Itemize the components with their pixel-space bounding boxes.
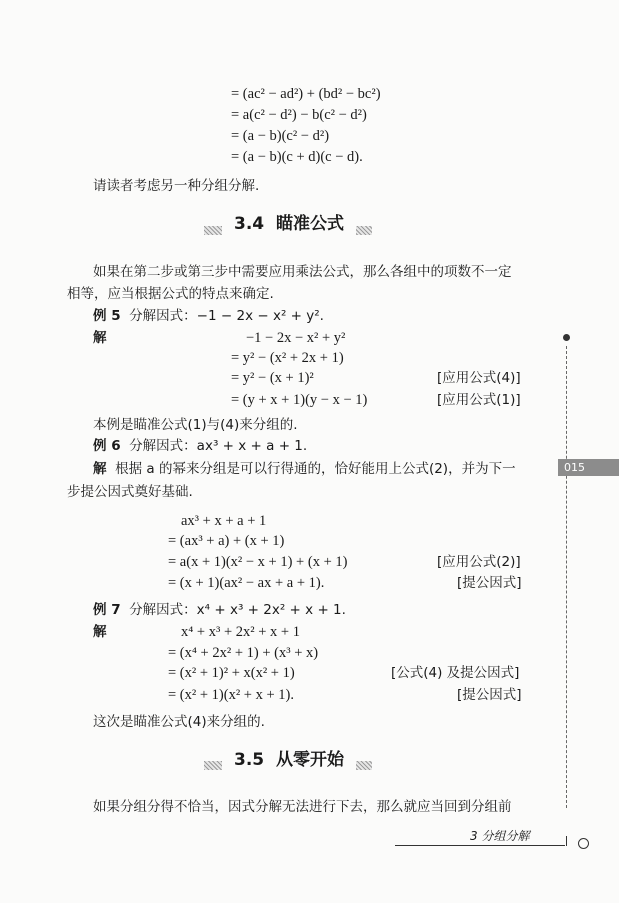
intro-line: 如果在第二步或第三步中需要应用乘法公式，那么各组中的项数不一定 [93,264,512,280]
footer-chapter: 3 分组分解 [470,829,530,843]
margin-dot [563,334,570,341]
step-reason: [提公因式] [457,575,522,591]
derivation-line: = a(c² − d²) − b(c² − d²) [231,107,367,123]
example-7-header [93,601,346,619]
solution-text [93,460,516,478]
solution-label: 解 [93,461,107,477]
solution-label: 解 [93,330,107,346]
step-line: = (x² + 1)² + x(x² + 1) [168,665,295,681]
section-title: 从零开始 [275,750,344,770]
example-label: 例 5 [93,308,121,324]
example-label: 例 7 [93,602,121,618]
example-prompt: 分解因式：x⁴ + x³ + 2x² + x + 1. [129,602,346,618]
step-reason: [提公因式] [457,687,522,703]
step-line: −1 − 2x − x² + y² [246,330,346,346]
footer-circle-icon [578,838,589,849]
section-heading [222,212,356,236]
section-number: 3.4 [234,214,265,234]
step-reason: [应用公式(4)] [437,370,521,386]
step-line: = y² − (x² + 2x + 1) [231,350,344,366]
example-5-header [93,307,324,325]
example-prompt: 分解因式：−1 − 2x − x² + y². [129,308,324,324]
derivation-line: = (a − b)(c² − d²) [231,128,330,144]
footer-tick [566,836,567,846]
example-note: 这次是瞄准公式(4)来分组的. [93,714,265,730]
step-line: = (x² + 1)(x² + x + 1). [168,687,294,703]
step-line: = y² − (x + 1)² [231,370,314,386]
step-reason: [应用公式(2)] [437,554,521,570]
solution-line: 步提公因式奠好基础. [67,484,193,500]
example-note: 本例是瞄准公式(1)与(4)来分组的. [93,417,298,433]
example-6-header [93,437,307,455]
section-title: 瞄准公式 [275,214,344,234]
derivation-line: = (a − b)(c + d)(c − d). [231,149,363,165]
step-line: = (y + x + 1)(y − x − 1) [231,392,368,408]
page-number-tab: 015 [558,459,619,476]
example-label: 例 6 [93,438,121,454]
step-line: ax³ + x + a + 1 [181,513,267,529]
margin-dashed-line [566,346,567,808]
step-reason: [公式(4) 及提公因式] [391,665,520,681]
step-reason: [应用公式(1)] [437,392,521,408]
section-heading [222,748,356,772]
closing-line: 如果分组分得不恰当，因式分解无法进行下去，那么就应当回到分组前 [93,799,512,815]
derivation-line: = (ac² − ad²) + (bd² − bc²) [231,86,381,102]
step-line: = (x⁴ + 2x² + 1) + (x³ + x) [168,645,319,661]
solution-line: 根据 a 的幂来分组是可以行得通的，恰好能用上公式(2)，并为下一 [115,461,516,477]
section-number: 3.5 [234,750,265,770]
example-prompt: 分解因式：ax³ + x + a + 1. [129,438,308,454]
step-line: = (x + 1)(ax² − ax + a + 1). [168,575,325,591]
intro-line: 相等，应当根据公式的特点来确定. [67,286,274,302]
step-line: = a(x + 1)(x² − x + 1) + (x + 1) [168,554,348,570]
reader-note: 请读者考虑另一种分组分解. [93,178,260,194]
step-line: = (ax³ + a) + (x + 1) [168,533,285,549]
footer-rule [395,845,565,846]
solution-label: 解 [93,624,107,640]
step-line: x⁴ + x³ + 2x² + x + 1 [181,624,300,640]
